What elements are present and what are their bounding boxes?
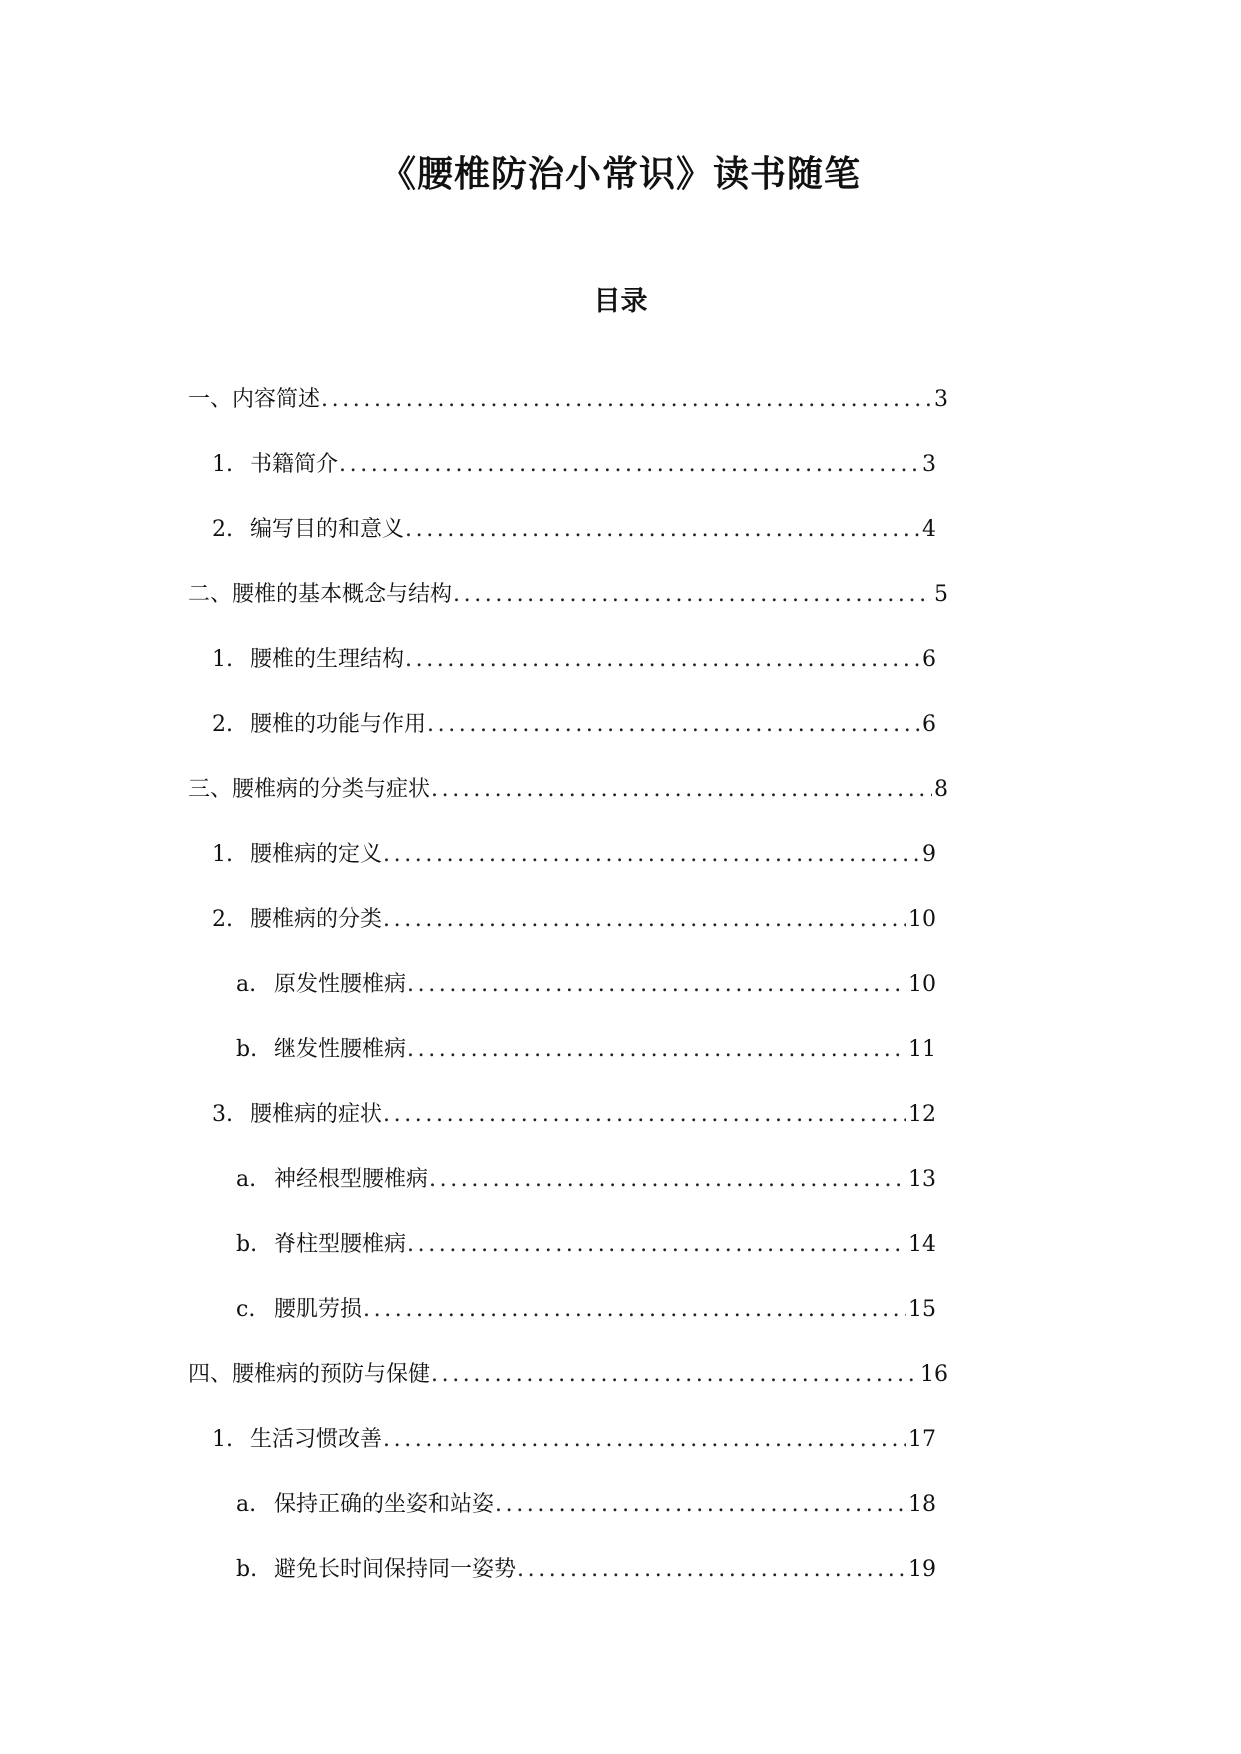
toc-entry-page: 6 [922,647,936,672]
toc-entry-number: a. [236,972,257,997]
toc-entry[interactable] [188,450,948,515]
toc-entry-number: a. [236,1492,257,1517]
toc-entry[interactable] [188,1165,948,1230]
toc-entry-page: 17 [908,1427,936,1452]
dot-leader [321,385,932,415]
toc-entry-page: 3 [922,452,936,477]
toc-entry[interactable] [188,775,948,840]
toc-entry-page: 5 [934,582,948,607]
toc-entry-label: 神经根型腰椎病 [274,1167,429,1192]
toc-entry-label: 脊柱型腰椎病 [274,1232,407,1257]
toc-entry-label: 避免长时间保持同一姿势 [274,1557,517,1582]
toc-entry-number: c. [236,1297,256,1322]
dot-leader [407,1230,906,1260]
toc-entry-page: 19 [908,1557,936,1582]
dot-leader [407,1035,906,1065]
toc-entry-page: 14 [908,1232,936,1257]
toc-entry-label: 腰椎病的定义 [250,842,383,867]
dot-leader [405,515,920,545]
dot-leader [383,840,920,870]
dot-leader [363,1295,906,1325]
toc-entry-number: 2. [212,712,233,737]
toc-entry-number: b. [236,1037,258,1062]
toc-entry[interactable] [188,840,948,905]
toc-heading: 目录 [593,286,648,317]
document-title: 《腰椎防治小常识》读书随笔 [379,153,861,195]
dot-leader [495,1490,906,1520]
toc-entry-page: 12 [908,1102,936,1127]
toc-entry-label: 生活习惯改善 [250,1427,383,1452]
toc-entry-number: 1. [212,452,233,477]
toc-entry-number: 3. [212,1102,233,1127]
dot-leader [429,1165,906,1195]
toc-entry-label: 四、腰椎病的预防与保健 [188,1362,431,1387]
toc-entry[interactable] [188,1490,948,1555]
dot-leader [383,905,906,935]
toc-entry[interactable] [188,1360,948,1425]
toc-entry[interactable] [188,1425,948,1490]
toc-entry[interactable] [188,1035,948,1100]
toc-entry-label: 继发性腰椎病 [274,1037,407,1062]
dot-leader [431,775,932,805]
toc-entry[interactable] [188,645,948,710]
toc-entry-page: 13 [908,1167,936,1192]
toc-entry-page: 10 [908,972,936,997]
toc-entry-page: 16 [920,1362,948,1387]
toc-entry-page: 10 [908,907,936,932]
toc-entry-page: 11 [908,1037,936,1062]
toc-entry-label: 腰椎病的分类 [250,907,383,932]
toc-entry-page: 15 [908,1297,936,1322]
toc-entry-number: 1. [212,842,233,867]
toc-entry-label: 腰肌劳损 [274,1297,363,1322]
toc-entry[interactable] [188,1295,948,1360]
toc-entry-label: 腰椎病的症状 [250,1102,383,1127]
toc-entry-label: 三、腰椎病的分类与症状 [188,777,431,802]
table-of-contents [188,385,948,1620]
toc-entry-number: b. [236,1232,258,1257]
toc-entry-page: 3 [934,387,948,412]
dot-leader [407,970,906,1000]
toc-entry-number: 1. [212,647,233,672]
toc-entry-page: 9 [922,842,936,867]
toc-entry[interactable] [188,515,948,580]
toc-entry-page: 18 [908,1492,936,1517]
toc-entry-number: 2. [212,517,233,542]
toc-entry-number: b. [236,1557,258,1582]
toc-entry-number: a. [236,1167,257,1192]
dot-leader [383,1425,906,1455]
dot-leader [427,710,920,740]
toc-entry-page: 8 [934,777,948,802]
toc-entry-number: 1. [212,1427,233,1452]
dot-leader [405,645,920,675]
toc-entry-page: 4 [922,517,936,542]
toc-entry[interactable] [188,710,948,775]
toc-entry[interactable] [188,385,948,450]
toc-entry[interactable] [188,970,948,1035]
toc-entry[interactable] [188,905,948,970]
toc-entry[interactable] [188,1100,948,1165]
toc-entry[interactable] [188,1230,948,1295]
toc-entry-number: 2. [212,907,233,932]
toc-entry-label: 编写目的和意义 [250,517,405,542]
dot-leader [383,1100,906,1130]
toc-entry-label: 保持正确的坐姿和站姿 [274,1492,495,1517]
toc-entry[interactable] [188,580,948,645]
dot-leader [431,1360,918,1390]
toc-entry-page: 6 [922,712,936,737]
toc-entry-label: 腰椎的生理结构 [250,647,405,672]
dot-leader [453,580,932,610]
toc-entry-label: 腰椎的功能与作用 [250,712,427,737]
toc-entry-label: 二、腰椎的基本概念与结构 [188,582,453,607]
toc-entry[interactable] [188,1555,948,1620]
toc-entry-label: 一、内容简述 [188,387,321,412]
toc-entry-label: 书籍简介 [250,452,339,477]
dot-leader [339,450,920,480]
dot-leader [517,1555,906,1585]
toc-entry-label: 原发性腰椎病 [274,972,407,997]
